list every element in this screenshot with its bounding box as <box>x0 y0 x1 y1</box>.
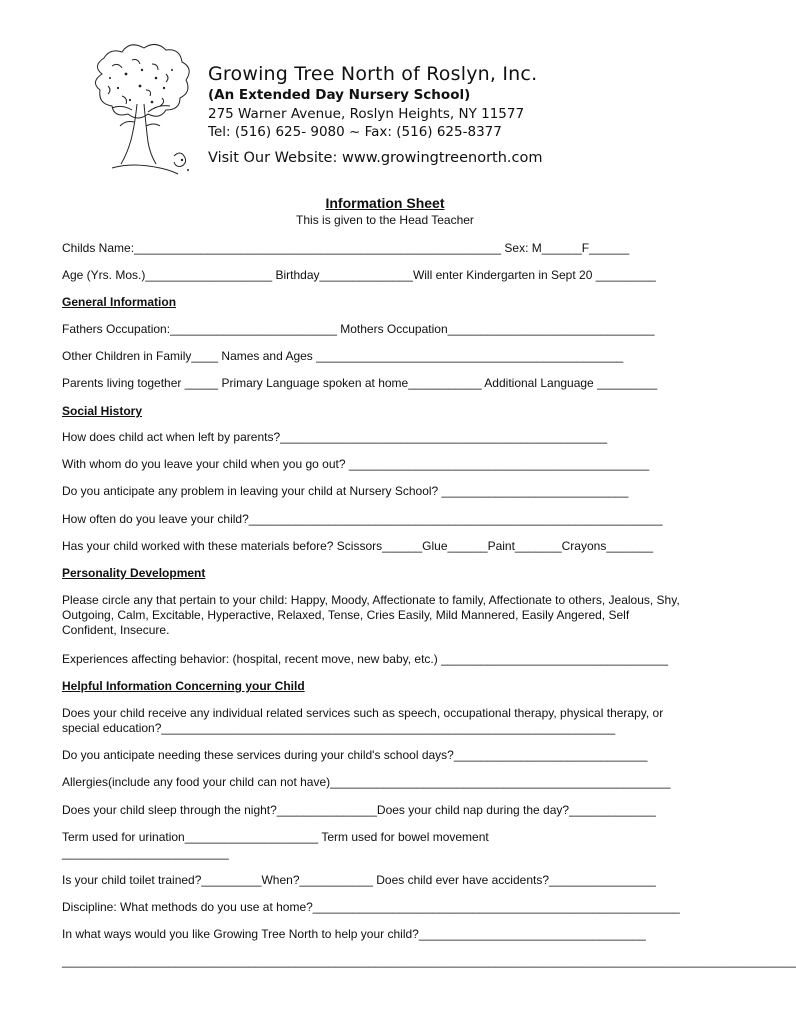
urination-continued-line: _________________________ <box>62 846 229 860</box>
related-services-field: Does your child receive any individual related services such as speech, occupational therapy, physical therapy, or special education?____________________________________________________________________ <box>62 706 664 735</box>
experiences-field: Experiences affecting behavior: (hospital, recent move, new baby, etc.) __________________________________ <box>62 652 668 666</box>
toilet-trained-field: Is your child toilet trained?_________When?___________ Does child ever have accidents?________________ <box>62 873 656 887</box>
anticipate-problem-field: Do you anticipate any problem in leaving your child at Nursery School? ____________________________ <box>62 484 629 498</box>
org-address: 275 Warner Avenue, Roslyn Heights, NY 11577 <box>208 106 525 122</box>
letterhead <box>82 44 702 184</box>
section-helpful-information: Helpful Information Concerning your Child <box>62 679 305 693</box>
org-phone: Tel: (516) 625- 9080 ~ Fax: (516) 625-8377 <box>208 124 502 140</box>
blank-answer-line: ______________________________________________________________________________________________________________ <box>62 954 796 968</box>
page-title: Information Sheet <box>325 195 445 211</box>
org-name: Growing Tree North of Roslyn, Inc. <box>208 63 538 85</box>
allergies-field: Allergies(include any food your child can not have)___________________________________________________ <box>62 775 671 789</box>
materials-field: Has your child worked with these materials before? Scissors______Glue______Paint_______Crayons_______ <box>62 539 654 553</box>
age-field: Age (Yrs. Mos.)___________________ Birthday______________Will enter Kindergarten in Sept 20 _________ <box>62 268 656 282</box>
section-personality-development: Personality Development <box>62 566 206 580</box>
parents-field: Parents living together _____ Primary Language spoken at home___________ Additional Language _________ <box>62 376 658 390</box>
help-field: In what ways would you like Growing Tree North to help your child?__________________________________ <box>62 927 646 941</box>
occupation-field: Fathers Occupation:_________________________ Mothers Occupation_______________________________ <box>62 322 655 336</box>
anticipate-services-field: Do you anticipate needing these services during your child's school days?_____________________________ <box>62 748 648 762</box>
section-social-history: Social History <box>62 404 143 418</box>
discipline-field: Discipline: What methods do you use at home?_______________________________________________________ <box>62 900 680 914</box>
left-by-parents-field: How does child act when left by parents?_________________________________________________ <box>62 430 608 444</box>
org-info <box>208 62 542 168</box>
childs-name-field: Childs Name:_______________________________________________________ Sex: M______F______ <box>62 241 630 255</box>
other-children-field: Other Children in Family____ Names and Ages ______________________________________________ <box>62 349 624 363</box>
page-subtitle: This is given to the Head Teacher <box>296 213 474 227</box>
org-subtitle: (An Extended Day Nursery School) <box>208 87 471 103</box>
org-website: Visit Our Website: www.growingtreenorth.com <box>208 150 543 166</box>
tree-logo-icon <box>82 44 200 180</box>
urination-field: Term used for urination____________________ Term used for bowel movement <box>62 830 489 844</box>
section-general-information: General Information <box>62 295 177 309</box>
circle-traits-text: Please circle any that pertain to your child: Happy, Moody, Affectionate to family, Affectionate to others, Jealous, Shy, Outgoing, Calm, Excitable, Hyperactive, Relaxed, Tense, Cries Easily, Mild Mannered, Easily Angered, Self Confident, Insecure. <box>62 593 680 637</box>
sleep-field: Does your child sleep through the night?_______________Does your child nap during the day?_____________ <box>62 803 656 817</box>
with-whom-field: With whom do you leave your child when you go out? _____________________________________________ <box>62 457 650 471</box>
how-often-field: How often do you leave your child?______________________________________________________________ <box>62 512 663 526</box>
